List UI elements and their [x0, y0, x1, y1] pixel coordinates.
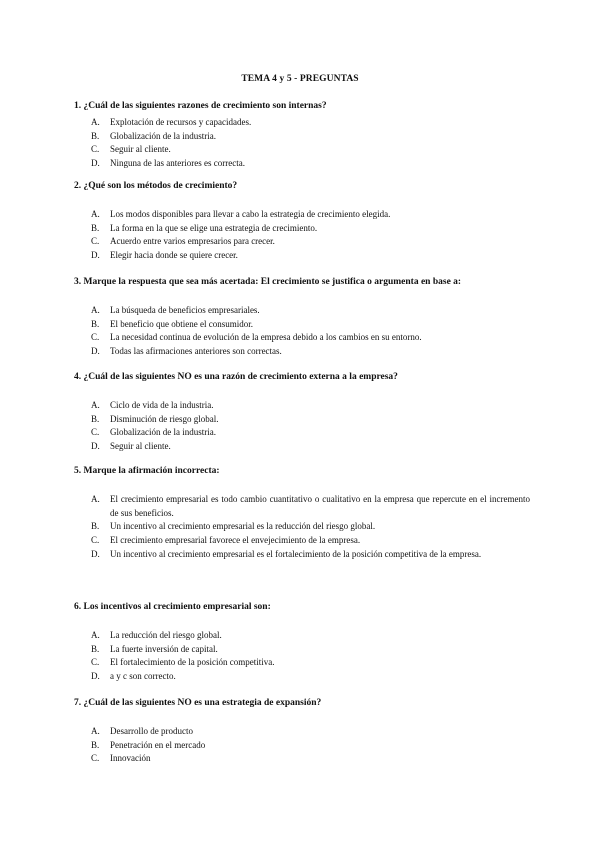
- option: B. Penetración en el mercado: [91, 739, 206, 750]
- question-text: 6. Los incentivos al crecimiento empresarial son:: [74, 602, 271, 612]
- question-7: [74, 697, 530, 766]
- option: B. Un incentivo al crecimiento empresarial es la reducción del riesgo global.: [91, 521, 376, 532]
- option: D. Seguir al cliente.: [91, 441, 171, 452]
- option: C. Seguir al cliente.: [91, 144, 171, 155]
- question-text: 2. ¿Qué son los métodos de crecimiento?: [74, 181, 238, 191]
- option: A. Ciclo de vida de la industria.: [91, 400, 214, 410]
- options-list: [74, 725, 530, 766]
- options-list: [74, 116, 530, 171]
- option: A. El crecimiento empresarial es todo cambio cuantitativo o cualitativo en la empresa que repercute en el incremento de sus beneficios.: [91, 494, 530, 518]
- option: C. Globalización de la industria.: [91, 427, 216, 438]
- question-4: [74, 371, 530, 454]
- option: A. Explotación de recursos y capacidades.: [91, 117, 252, 127]
- option: D. a y c son correcto.: [91, 671, 176, 682]
- option: A. Los modos disponibles para llevar a cabo la estrategia de crecimiento elegida.: [91, 209, 391, 219]
- options-list: [74, 208, 530, 263]
- question-5: [74, 465, 530, 562]
- option: C. Acuerdo entre varios empresarios para crecer.: [91, 236, 275, 247]
- question-text: 3. Marque la respuesta que sea más acertada: El crecimiento se justifica o argumenta en base a:: [74, 277, 462, 287]
- option: B. La fuerte inversión de capital.: [91, 643, 218, 654]
- option: C. Innovación: [91, 753, 151, 764]
- option: B. Disminución de riesgo global.: [91, 413, 219, 424]
- question-text: 5. Marque la afirmación incorrecta:: [74, 466, 220, 476]
- option: B. El beneficio que obtiene el consumidor.: [91, 318, 253, 329]
- page-title: TEMA 4 y 5 - PREGUNTAS: [241, 74, 359, 84]
- option: C. La necesidad continua de evolución de la empresa debido a los cambios en su entorno.: [91, 332, 422, 343]
- question-3: [74, 276, 530, 359]
- question-text: 7. ¿Cuál de las siguientes NO es una estrategia de expansión?: [74, 698, 322, 708]
- option: A. La reducción del riesgo global.: [91, 630, 222, 640]
- options-list: [74, 629, 530, 684]
- options-list: [74, 304, 530, 359]
- options-list: [74, 399, 530, 454]
- option: A. Desarrollo de producto: [91, 726, 193, 736]
- option: D. Ninguna de las anteriores es correcta.: [91, 158, 245, 169]
- option: B. Globalización de la industria.: [91, 130, 216, 141]
- question-6: [74, 601, 530, 684]
- question-2: [74, 180, 530, 263]
- option: D. Un incentivo al crecimiento empresarial es el fortalecimiento de la posición competitiva de la empresa.: [91, 548, 482, 559]
- options-list: [74, 493, 530, 562]
- option: C. El fortalecimiento de la posición competitiva.: [91, 657, 275, 668]
- question-text: 4. ¿Cuál de las siguientes NO es una razón de crecimiento externa a la empresa?: [74, 372, 398, 382]
- question-text: 1. ¿Cuál de las siguientes razones de crecimiento son internas?: [74, 101, 327, 111]
- option: C. El crecimiento empresarial favorece el envejecimiento de la empresa.: [91, 535, 361, 546]
- option: A. La búsqueda de beneficios empresariales.: [91, 305, 260, 315]
- option: B. La forma en la que se elige una estrategia de crecimiento.: [91, 222, 318, 233]
- option: D. Todas las afirmaciones anteriores son correctas.: [91, 346, 282, 357]
- option: D. Elegir hacia donde se quiere crecer.: [91, 250, 238, 261]
- question-1: [74, 100, 530, 171]
